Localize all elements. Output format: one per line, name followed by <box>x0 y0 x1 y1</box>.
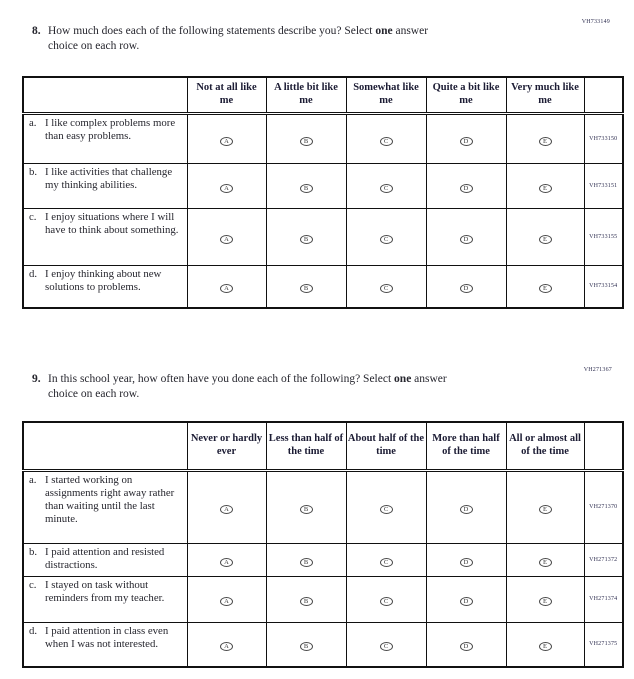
answer-bubble[interactable]: C <box>380 642 393 651</box>
option-cell <box>346 113 426 163</box>
answer-bubble[interactable]: A <box>220 642 233 651</box>
answer-bubble[interactable]: B <box>300 597 313 606</box>
row-statement: I started working on assignments right away rather than waiting until the last minute. <box>45 473 175 526</box>
option-cell <box>266 163 346 208</box>
option-cell <box>266 208 346 265</box>
option-cell <box>187 113 266 163</box>
option-cell <box>346 208 426 265</box>
question-8-text <box>48 24 428 54</box>
answer-bubble[interactable]: D <box>460 235 473 244</box>
row-letter: b. <box>29 165 38 178</box>
question-8-number: 8. <box>32 25 41 37</box>
answer-bubble[interactable]: B <box>300 137 313 146</box>
table-row <box>23 622 623 667</box>
answer-bubble[interactable]: C <box>380 235 393 244</box>
answer-bubble[interactable]: B <box>300 284 313 293</box>
column-header: A little bit like me <box>266 77 346 113</box>
row-letter: d. <box>29 624 38 637</box>
code-column-header <box>584 422 623 470</box>
statement-cell <box>23 543 187 576</box>
answer-bubble[interactable]: A <box>220 184 233 193</box>
option-cell <box>506 543 584 576</box>
answer-bubble[interactable]: D <box>460 284 473 293</box>
row-letter: a. <box>29 116 37 129</box>
row-letter: c. <box>29 578 37 591</box>
column-header: About half of the time <box>346 422 426 470</box>
row-code: VH271370 <box>584 470 623 543</box>
header-row <box>23 422 623 470</box>
answer-bubble[interactable]: A <box>220 284 233 293</box>
row-code: VH733151 <box>584 163 623 208</box>
question-9-text-line2: choice on each row. <box>48 388 140 401</box>
question-9-code: VH271367 <box>583 367 612 373</box>
option-cell <box>187 163 266 208</box>
answer-bubble[interactable]: E <box>539 235 552 244</box>
answer-bubble[interactable]: D <box>460 642 473 651</box>
table-row <box>23 265 623 308</box>
stub-cell <box>23 77 187 113</box>
answer-bubble[interactable]: A <box>220 137 233 146</box>
answer-bubble[interactable]: C <box>380 184 393 193</box>
option-cell <box>346 622 426 667</box>
option-cell <box>426 576 506 622</box>
question-8-prompt <box>32 24 572 54</box>
option-cell <box>426 265 506 308</box>
option-cell <box>346 265 426 308</box>
question-9-number: 9. <box>32 373 41 385</box>
answer-bubble[interactable]: E <box>539 284 552 293</box>
question-8-text-line2: choice on each row. <box>48 40 140 53</box>
answer-bubble[interactable]: C <box>380 505 393 514</box>
column-header: More than half of the time <box>426 422 506 470</box>
option-cell <box>266 113 346 163</box>
answer-bubble[interactable]: E <box>539 642 552 651</box>
answer-bubble[interactable]: D <box>460 558 473 567</box>
option-cell <box>346 543 426 576</box>
option-cell <box>426 208 506 265</box>
option-cell <box>346 470 426 543</box>
answer-bubble[interactable]: C <box>380 597 393 606</box>
statement-cell <box>23 265 187 308</box>
answer-bubble[interactable]: B <box>300 235 313 244</box>
column-header: Less than half of the time <box>266 422 346 470</box>
column-header: Very much like me <box>506 77 584 113</box>
row-code: VH733150 <box>584 113 623 163</box>
answer-bubble[interactable]: D <box>460 505 473 514</box>
answer-bubble[interactable]: B <box>300 558 313 567</box>
row-code: VH733155 <box>584 208 623 265</box>
answer-bubble[interactable]: A <box>220 235 233 244</box>
answer-bubble[interactable]: E <box>539 137 552 146</box>
stub-cell <box>23 422 187 470</box>
question-9-prompt <box>32 372 572 402</box>
option-cell <box>266 543 346 576</box>
row-code: VH271372 <box>584 543 623 576</box>
option-cell <box>187 576 266 622</box>
table-row <box>23 163 623 208</box>
row-code: VH271375 <box>584 622 623 667</box>
answer-bubble[interactable]: D <box>460 137 473 146</box>
answer-bubble[interactable]: B <box>300 184 313 193</box>
option-cell <box>346 163 426 208</box>
option-cell <box>426 622 506 667</box>
question-8-text-pre: How much does each of the following statements describe you? Select <box>48 25 376 37</box>
answer-bubble[interactable]: A <box>220 597 233 606</box>
row-statement: I paid attention in class even when I was not interested. <box>45 624 169 650</box>
option-cell <box>187 470 266 543</box>
row-statement: I paid attention and resisted distractions. <box>45 545 165 571</box>
option-cell <box>426 543 506 576</box>
answer-bubble[interactable]: E <box>539 505 552 514</box>
option-cell <box>187 622 266 667</box>
option-cell <box>187 543 266 576</box>
row-letter: c. <box>29 210 37 223</box>
option-cell <box>506 265 584 308</box>
option-cell <box>346 576 426 622</box>
row-statement: I stayed on task without reminders from my teacher. <box>45 578 165 604</box>
statement-cell <box>23 163 187 208</box>
option-cell <box>266 265 346 308</box>
question-9-text <box>48 372 447 402</box>
statement-cell <box>23 208 187 265</box>
question-8-text-post: answer <box>392 25 429 37</box>
table-row <box>23 543 623 576</box>
row-letter: b. <box>29 545 38 558</box>
option-cell <box>266 622 346 667</box>
question-9-text-bold: one <box>394 373 412 385</box>
answer-bubble[interactable]: D <box>460 597 473 606</box>
answer-bubble[interactable]: A <box>220 505 233 514</box>
answer-bubble[interactable]: E <box>539 597 552 606</box>
question-9-text-post: answer <box>411 373 447 385</box>
table-row <box>23 208 623 265</box>
row-letter: a. <box>29 473 37 486</box>
option-cell <box>426 113 506 163</box>
row-statement: I like complex problems more than easy problems. <box>45 116 176 142</box>
table-row <box>23 113 623 163</box>
option-cell <box>506 113 584 163</box>
option-cell <box>187 265 266 308</box>
option-cell <box>506 470 584 543</box>
answer-bubble[interactable]: C <box>380 558 393 567</box>
table-row <box>23 576 623 622</box>
answer-bubble[interactable]: B <box>300 505 313 514</box>
answer-bubble[interactable]: E <box>539 184 552 193</box>
option-cell <box>266 470 346 543</box>
statement-cell <box>23 576 187 622</box>
answer-bubble[interactable]: A <box>220 558 233 567</box>
option-cell <box>506 208 584 265</box>
column-header: Quite a bit like me <box>426 77 506 113</box>
column-header: Not at all like me <box>187 77 266 113</box>
answer-bubble[interactable]: E <box>539 558 552 567</box>
option-cell <box>426 470 506 543</box>
option-cell <box>266 576 346 622</box>
answer-bubble[interactable]: C <box>380 284 393 293</box>
option-cell <box>187 208 266 265</box>
table-row <box>23 470 623 543</box>
answer-bubble[interactable]: D <box>460 184 473 193</box>
option-cell <box>506 576 584 622</box>
option-cell <box>506 622 584 667</box>
answer-bubble[interactable]: C <box>380 137 393 146</box>
statement-cell <box>23 470 187 543</box>
option-cell <box>426 163 506 208</box>
column-header: All or almost all of the time <box>506 422 584 470</box>
row-code: VH271374 <box>584 576 623 622</box>
row-statement: I enjoy situations where I will have to think about something. <box>45 210 179 236</box>
code-column-header <box>584 77 623 113</box>
question-9-matrix-table <box>22 421 624 668</box>
question-9-text-pre: In this school year, how often have you done each of the following? Select <box>48 373 395 385</box>
question-8-text-bold: one <box>375 25 393 37</box>
row-statement: I enjoy thinking about new solutions to problems. <box>45 267 162 293</box>
statement-cell <box>23 113 187 163</box>
answer-bubble[interactable]: B <box>300 642 313 651</box>
statement-cell <box>23 622 187 667</box>
row-statement: I like activities that challenge my thinking abilities. <box>45 165 173 191</box>
column-header: Somewhat like me <box>346 77 426 113</box>
row-code: VH733154 <box>584 265 623 308</box>
row-letter: d. <box>29 267 38 280</box>
column-header: Never or hardly ever <box>187 422 266 470</box>
question-8-code: VH733149 <box>581 19 610 25</box>
option-cell <box>506 163 584 208</box>
question-8-matrix-table <box>22 76 624 309</box>
header-row <box>23 77 623 113</box>
